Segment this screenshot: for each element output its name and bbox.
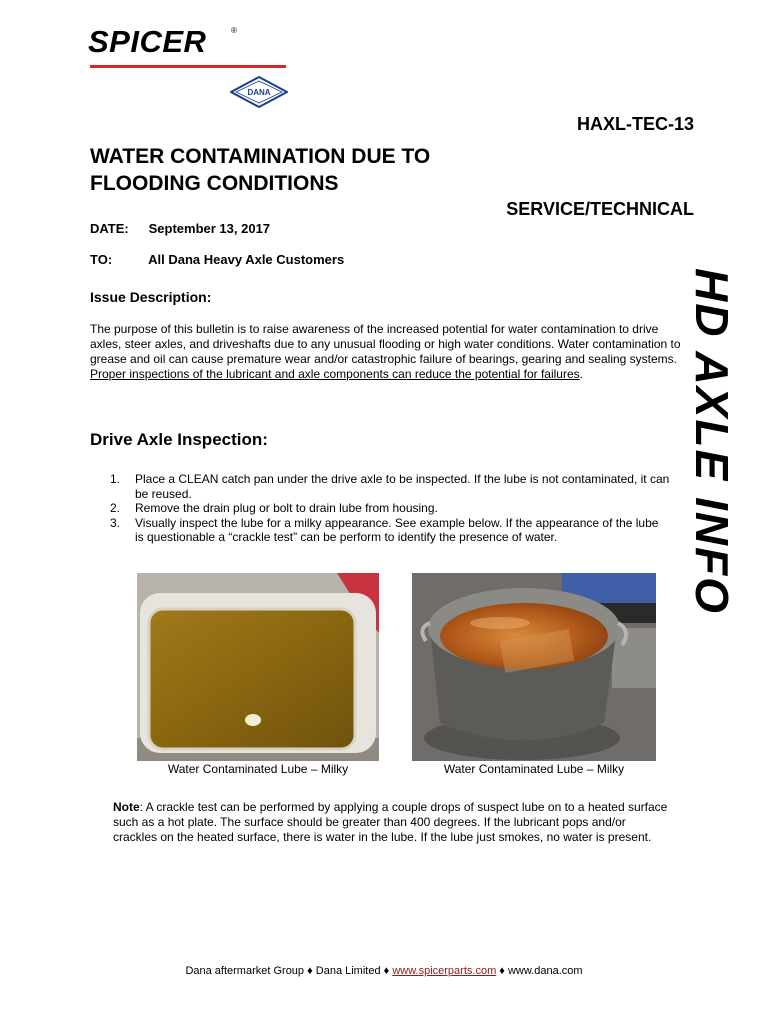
photo-caption-2: Water Contaminated Lube – Milky bbox=[443, 762, 625, 776]
date-label: DATE: bbox=[90, 221, 129, 236]
step-text: Place a CLEAN catch pan under the drive axle to be inspected. If the lube is not contaminated, it can be reused. bbox=[135, 472, 670, 501]
to-value: All Dana Heavy Axle Customers bbox=[148, 252, 345, 267]
footer-text-end: ♦ www.dana.com bbox=[496, 965, 583, 977]
step-number: 2. bbox=[110, 501, 121, 515]
step-text: Remove the drain plug or bolt to drain lube from housing. bbox=[135, 501, 438, 515]
list-item bbox=[110, 472, 670, 501]
side-banner-text: HD AXLE INFO bbox=[686, 268, 738, 615]
registered-mark: ® bbox=[231, 26, 237, 35]
side-banner bbox=[670, 268, 740, 718]
title-line-2: FLOODING CONDITIONS bbox=[90, 172, 339, 195]
step-number: 1. bbox=[110, 472, 121, 486]
document-category: SERVICE/TECHNICAL bbox=[506, 199, 694, 219]
footer-link[interactable]: www.spicerparts.com bbox=[392, 965, 497, 977]
footer-text: Dana aftermarket Group ♦ Dana Limited ♦ bbox=[185, 965, 393, 977]
document-code: HAXL-TEC-13 bbox=[576, 114, 694, 134]
date-value: September 13, 2017 bbox=[148, 221, 271, 236]
dana-badge-text: DANA bbox=[247, 88, 271, 97]
title-line-1: WATER CONTAMINATION DUE TO bbox=[90, 145, 431, 168]
lube-pan-image bbox=[137, 573, 379, 761]
photo-caption-1: Water Contaminated Lube – Milky bbox=[167, 762, 349, 776]
note-label: Note bbox=[113, 800, 140, 814]
issue-text: The purpose of this bulletin is to raise awareness of the increased potential for water contamination to drive axles, steer axles, and driveshafts due to any unusual flooding or high water conditions. Water contamination to grease and oil can cause premature wear and/or catastrophic failure of bearings, gearing and sealing systems. bbox=[90, 322, 681, 366]
document-title bbox=[90, 143, 430, 197]
note-text: : A crackle test can be performed by applying a couple drops of suspect lube on to a heated surface such as a hot plate. The surface should be greater than 400 degrees. If the lubricant pops and/or crackles on the heated surface, there is water in the lube. If the lube just smokes, no water is present. bbox=[113, 800, 668, 844]
photo-lube-pan bbox=[137, 573, 379, 761]
issue-body bbox=[90, 322, 682, 382]
step-text: Visually inspect the lube for a milky appearance. See example below. If the appearance of the lube is questionable a “crackle test” can be perform to identify the presence of water. bbox=[135, 515, 659, 544]
note-paragraph bbox=[113, 800, 673, 845]
issue-text-end: . bbox=[579, 367, 583, 381]
footer bbox=[0, 965, 768, 977]
drive-axle-heading: Drive Axle Inspection: bbox=[90, 430, 268, 449]
list-item bbox=[110, 516, 670, 545]
to-row bbox=[90, 252, 344, 267]
issue-underlined-text: Proper inspections of the lubricant and axle components can reduce the potential for failures bbox=[90, 367, 580, 381]
list-item bbox=[110, 501, 670, 516]
lube-pot-image bbox=[412, 573, 656, 761]
dana-logo-icon bbox=[230, 76, 288, 108]
inspection-steps bbox=[110, 472, 670, 545]
photo-lube-pot bbox=[412, 573, 656, 761]
step-number: 3. bbox=[110, 515, 121, 530]
spicer-wordmark: SPICER bbox=[88, 24, 207, 59]
date-row bbox=[90, 221, 270, 236]
issue-heading: Issue Description: bbox=[90, 289, 212, 305]
spicer-logo bbox=[88, 26, 288, 108]
to-label: TO: bbox=[90, 252, 113, 267]
logo-red-bar bbox=[90, 65, 286, 68]
